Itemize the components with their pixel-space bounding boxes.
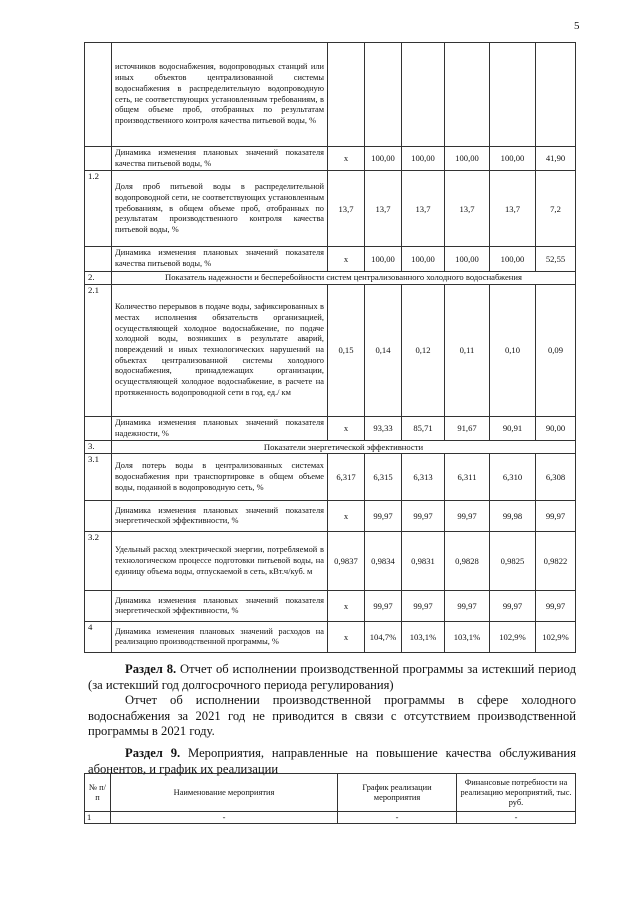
indicator-description: Доля проб питьевой воды в распределительной водопроводной сети, не соответствующих установленным требованиям, в общем объеме проб, отобранных по результатам производственного контроля качества питьевой воды, %: [112, 171, 328, 247]
row-number: [85, 416, 112, 440]
indicator-value: 52,55: [536, 247, 576, 271]
indicator-row: [85, 454, 576, 501]
indicator-value: 100,00: [445, 147, 490, 171]
indicator-value: 104,7%: [365, 622, 402, 653]
row-number: 4: [85, 622, 112, 653]
section-8-title: Отчет об исполнении производственной программы за истекший период (за истекший год долгосрочного периода регулирования): [88, 662, 576, 692]
indicator-value: 0,9837: [328, 532, 365, 591]
indicator-value: 100,00: [490, 247, 536, 271]
section-9-title: Мероприятия, направленные на повышение качества обслуживания абонентов, и график их реализации: [88, 746, 576, 776]
indicator-value: 90,00: [536, 416, 576, 440]
section-row: [85, 271, 576, 284]
indicator-value: 0,9828: [445, 532, 490, 591]
indicator-value: 90,91: [490, 416, 536, 440]
row-number: [85, 591, 112, 622]
indicator-value: 99,98: [490, 501, 536, 532]
header-schedule: График реализации мероприятия: [338, 774, 457, 812]
indicator-row: [85, 43, 576, 147]
indicator-value: 100,00: [490, 147, 536, 171]
indicator-value: 100,00: [402, 247, 445, 271]
indicator-value: 99,97: [536, 591, 576, 622]
indicator-value: 99,97: [402, 501, 445, 532]
indicator-row: [85, 416, 576, 440]
section-8-label: Раздел 8.: [125, 662, 177, 676]
indicator-value: 99,97: [365, 501, 402, 532]
section-9-label: Раздел 9.: [125, 746, 181, 760]
indicator-value: 0,9831: [402, 532, 445, 591]
indicator-value: 6,311: [445, 454, 490, 501]
page-number: 5: [574, 20, 580, 32]
section-title: Показатели энергетической эффективности: [112, 441, 576, 454]
indicator-description: Динамика изменения плановых значений показателя качества питьевой воды, %: [112, 147, 328, 171]
indicator-row: [85, 171, 576, 247]
indicator-row: [85, 532, 576, 591]
indicator-value: 99,97: [445, 501, 490, 532]
row-number: 3.: [85, 441, 112, 454]
indicator-value: 13,7: [445, 171, 490, 247]
section-8: [88, 662, 576, 740]
indicator-description: Динамика изменения плановых значений показателя энергетической эффективности, %: [112, 501, 328, 532]
indicator-value: х: [328, 622, 365, 653]
indicator-value: 93,33: [365, 416, 402, 440]
measure-name: -: [111, 812, 338, 824]
section-title: Показатель надежности и бесперебойности систем централизованного холодного водоснабжения: [112, 271, 576, 284]
indicator-value: 0,9825: [490, 532, 536, 591]
indicator-row: [85, 147, 576, 171]
indicator-value: [536, 43, 576, 147]
indicator-description: Динамика изменения плановых значений показателя надежности, %: [112, 416, 328, 440]
indicator-value: 99,97: [402, 591, 445, 622]
indicator-value: х: [328, 147, 365, 171]
indicator-description: Удельный расход электрической энергии, потребляемой в технологическом процессе подготовки питьевой воды, на единицу объема воды, отпускаемой в сеть, кВт.ч/куб. м: [112, 532, 328, 591]
row-number: 1.2: [85, 171, 112, 247]
measure-schedule: -: [338, 812, 457, 824]
indicator-value: 6,313: [402, 454, 445, 501]
indicator-value: 102,9%: [490, 622, 536, 653]
indicator-value: 6,317: [328, 454, 365, 501]
indicator-value: 99,97: [365, 591, 402, 622]
indicator-value: 13,7: [365, 171, 402, 247]
indicator-description: Количество перерывов в подаче воды, зафиксированных в местах исполнения обязательств организацией, осуществляющей холодное водоснабжение, по подаче холодной воды, возникших в результате аварий, повреждений и иных технологических нарушений на объектах централизованной системы холодного водоснабжения, принадлежащих организации, осуществляющей холодное водоснабжение, в расчете на протяженность водопроводной сети в год, ед./ км: [112, 284, 328, 416]
measure-financing: -: [457, 812, 576, 824]
indicator-value: 0,11: [445, 284, 490, 416]
indicator-description: Динамика изменения плановых значений расходов на реализацию производственной программы, %: [112, 622, 328, 653]
indicator-value: 13,7: [402, 171, 445, 247]
indicator-value: [445, 43, 490, 147]
indicator-value: 41,90: [536, 147, 576, 171]
measures-row: [85, 812, 576, 824]
indicator-value: 99,97: [445, 591, 490, 622]
indicator-value: [402, 43, 445, 147]
header-number: № п/п: [85, 774, 111, 812]
indicator-value: 0,10: [490, 284, 536, 416]
section-8-heading: [88, 662, 576, 693]
indicator-value: 6,310: [490, 454, 536, 501]
row-number: 3.1: [85, 454, 112, 501]
indicator-value: 85,71: [402, 416, 445, 440]
indicator-description: Динамика изменения плановых значений показателя энергетической эффективности, %: [112, 591, 328, 622]
indicator-value: 6,308: [536, 454, 576, 501]
indicator-value: 7,2: [536, 171, 576, 247]
indicator-value: х: [328, 591, 365, 622]
measures-table: [84, 773, 576, 824]
indicator-value: 100,00: [445, 247, 490, 271]
indicator-value: 91,67: [445, 416, 490, 440]
measures-header-row: [85, 774, 576, 812]
indicator-value: х: [328, 501, 365, 532]
indicator-value: [365, 43, 402, 147]
section-row: [85, 441, 576, 454]
indicator-description: источников водоснабжения, водопроводных станций или иных объектов централизованной системы водоснабжения в распределительную водопроводную сеть, не соответствующих установленным требованиям, в общем объеме проб, отобранных по результатам производственного контроля качества питьевой воды, %: [112, 43, 328, 147]
indicator-row: [85, 622, 576, 653]
row-number: [85, 43, 112, 147]
row-number: 2.: [85, 271, 112, 284]
row-number: 2.1: [85, 284, 112, 416]
row-number: [85, 501, 112, 532]
indicator-description: Доля потерь воды в централизованных системах водоснабжения при транспортировке в общем объеме воды, поданной в водопроводную сеть, %: [112, 454, 328, 501]
indicator-value: 13,7: [328, 171, 365, 247]
row-number: [85, 147, 112, 171]
header-financing: Финансовые потребности на реализацию мероприятий, тыс. руб.: [457, 774, 576, 812]
indicator-value: 100,00: [402, 147, 445, 171]
indicator-value: 103,1%: [445, 622, 490, 653]
indicator-value: 6,315: [365, 454, 402, 501]
section-8-body: Отчет об исполнении производственной программы в сфере холодного водоснабжения за 2021 год не приводится в связи с отсутствием производственной программы в 2021 году.: [88, 693, 576, 738]
indicator-value: 100,00: [365, 147, 402, 171]
indicator-value: 0,15: [328, 284, 365, 416]
indicator-value: 102,9%: [536, 622, 576, 653]
indicator-row: [85, 247, 576, 271]
indicator-description: Динамика изменения плановых значений показателя качества питьевой воды, %: [112, 247, 328, 271]
indicator-value: 103,1%: [402, 622, 445, 653]
indicator-value: [490, 43, 536, 147]
indicator-value: 0,9834: [365, 532, 402, 591]
indicator-value: 99,97: [536, 501, 576, 532]
indicator-row: [85, 284, 576, 416]
row-number: [85, 247, 112, 271]
header-measure-name: Наименование мероприятия: [111, 774, 338, 812]
indicator-value: х: [328, 416, 365, 440]
indicator-row: [85, 591, 576, 622]
indicator-value: х: [328, 247, 365, 271]
indicator-row: [85, 501, 576, 532]
indicator-value: 99,97: [490, 591, 536, 622]
indicator-value: 0,14: [365, 284, 402, 416]
indicator-value: 0,09: [536, 284, 576, 416]
indicator-value: 13,7: [490, 171, 536, 247]
indicator-value: 0,12: [402, 284, 445, 416]
indicator-value: 0,9822: [536, 532, 576, 591]
indicator-value: [328, 43, 365, 147]
indicator-value: 100,00: [365, 247, 402, 271]
measure-number: 1: [85, 812, 111, 824]
indicators-table: [84, 42, 576, 653]
row-number: 3.2: [85, 532, 112, 591]
